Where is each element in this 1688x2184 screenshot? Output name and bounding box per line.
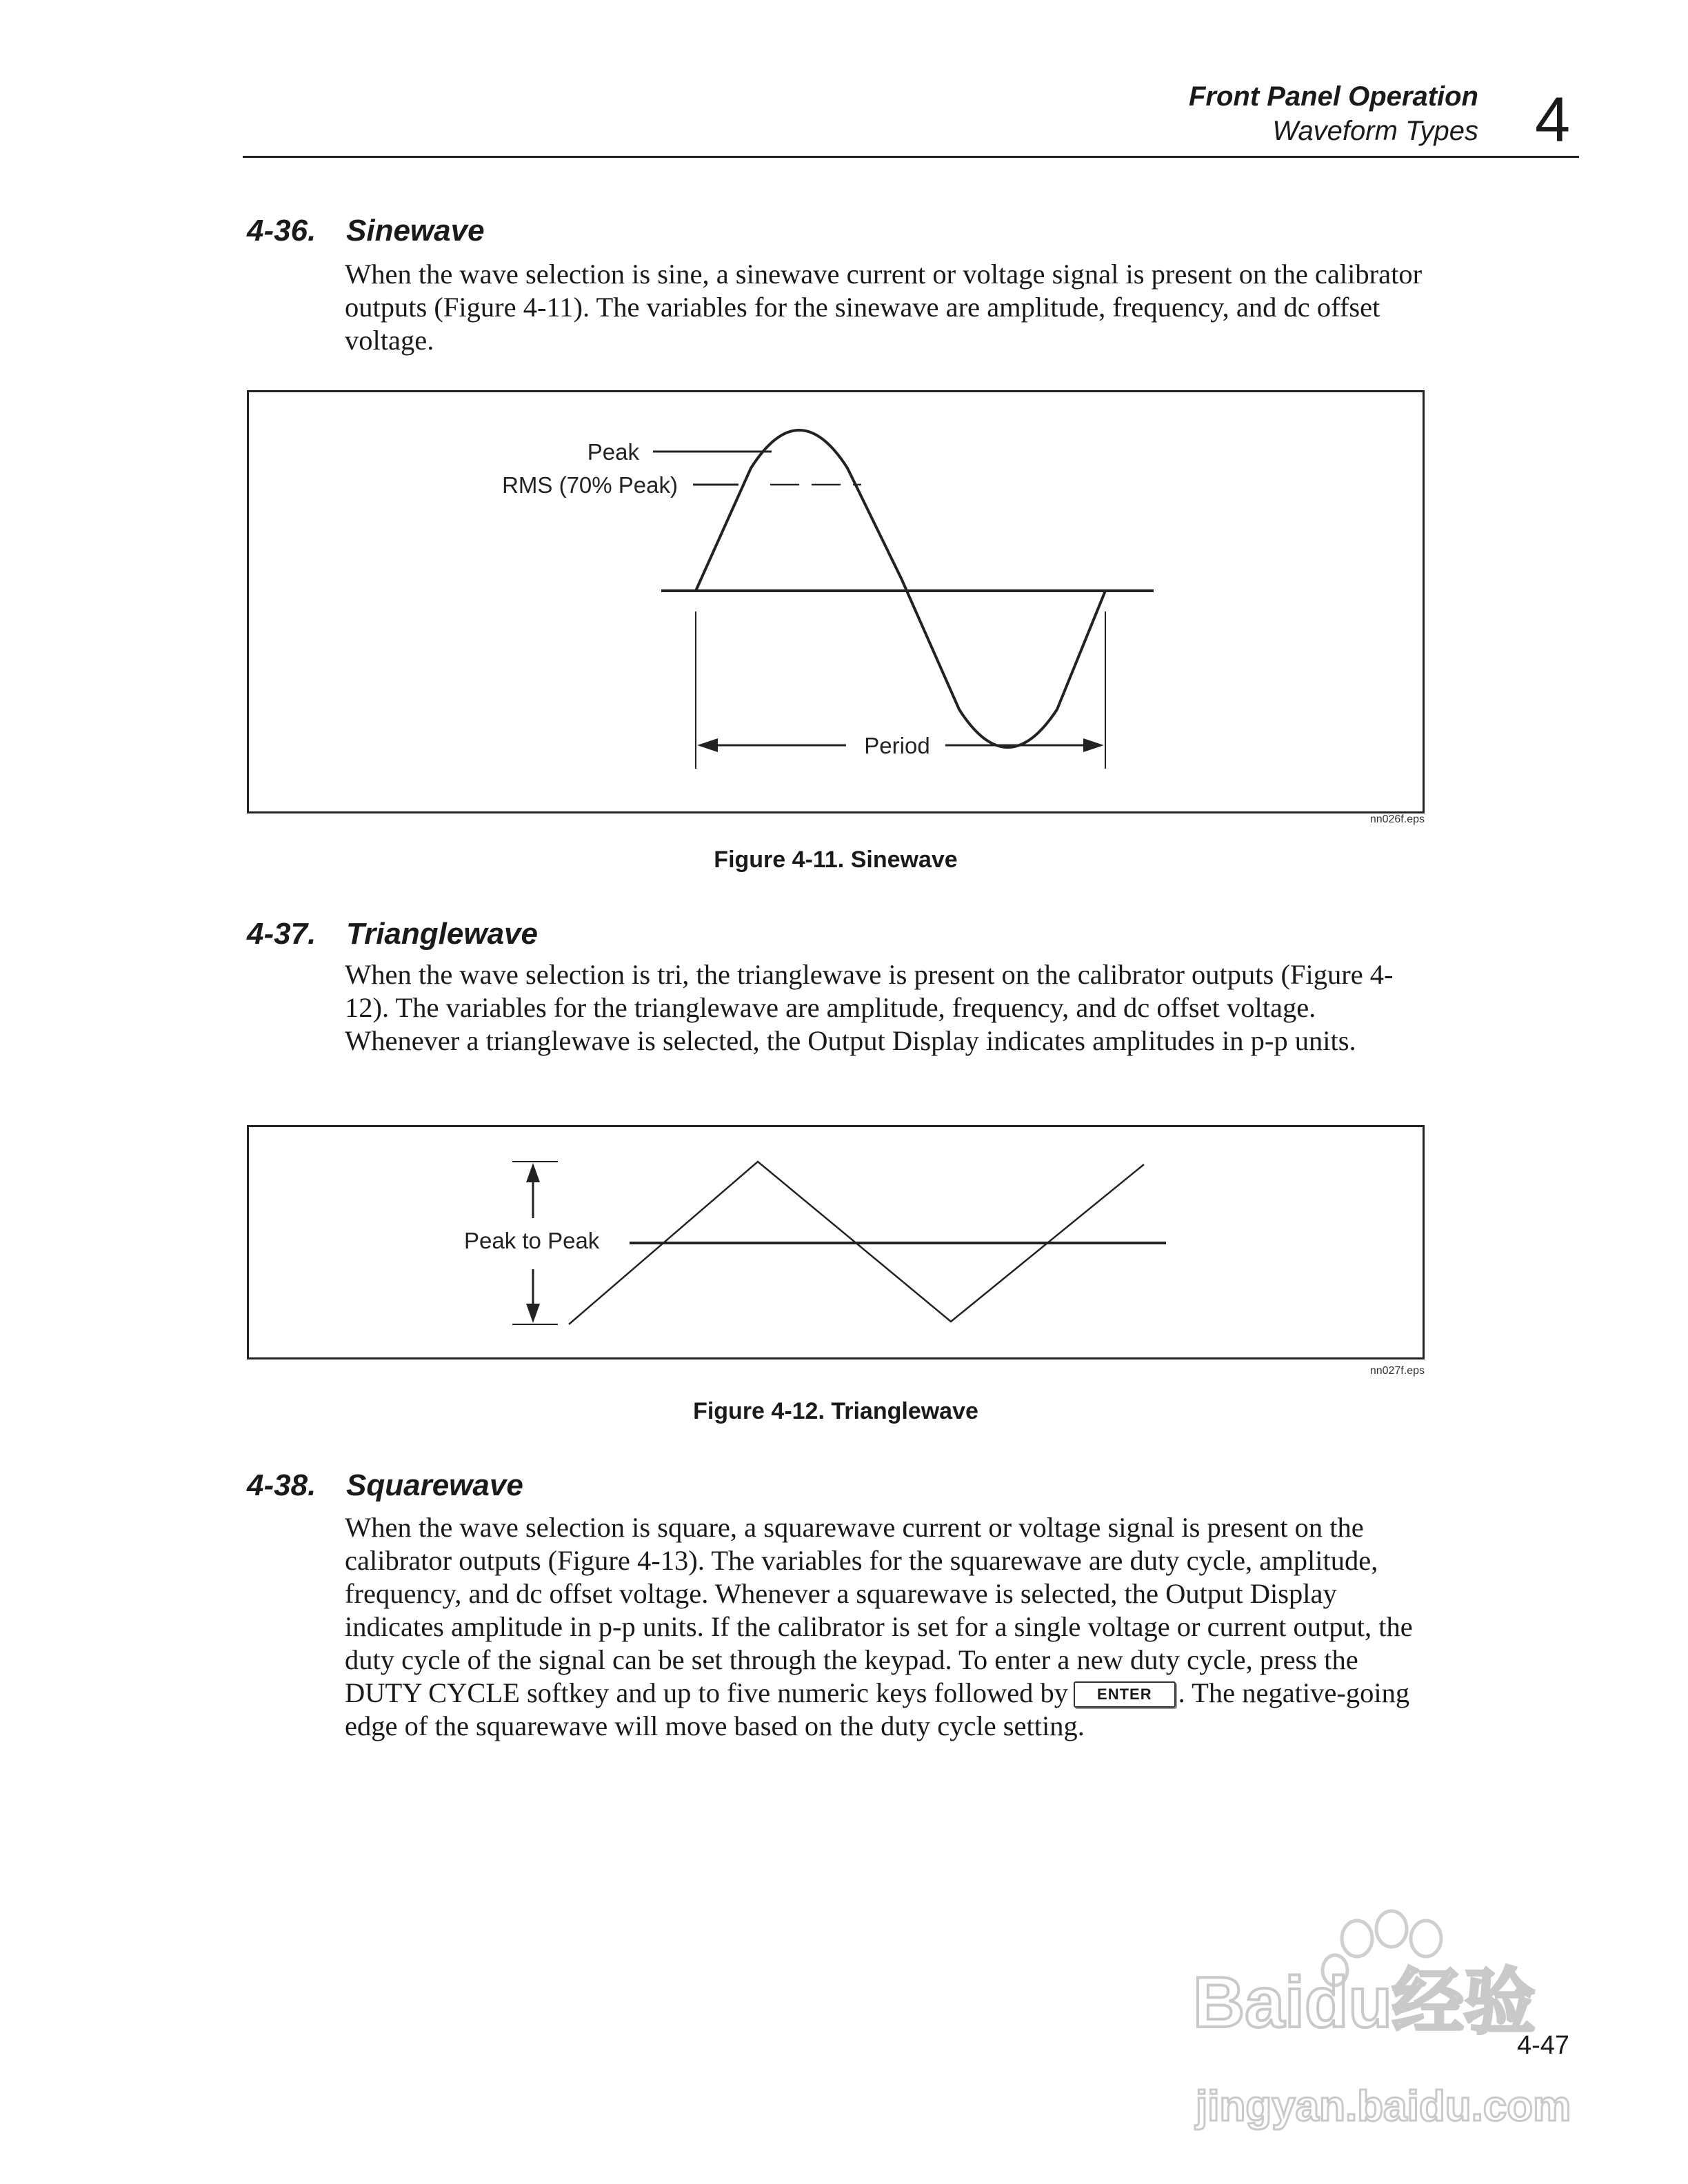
p2p-arrowhead-top (526, 1163, 540, 1182)
watermark-url: jingyan.baidu.com (1196, 2083, 1571, 2130)
enter-key-icon: ENTER (1074, 1681, 1176, 1708)
period-arrowhead-right (1083, 738, 1104, 752)
period-label: Period (864, 733, 930, 758)
sinewave-curve (696, 430, 1105, 747)
sinewave-diagram (249, 392, 1427, 816)
squarewave-text-after-key: . The negative-going edge of the squarewave will move based on the duty cycle setting. (345, 1677, 1410, 1741)
trianglewave-diagram (249, 1127, 1427, 1362)
figure-caption-sinewave: Figure 4-11. Sinewave (714, 847, 958, 873)
section-heading-trianglewave (247, 917, 538, 951)
section-number: 4-37. (247, 917, 316, 951)
peak-to-peak-label: Peak to Peak (464, 1228, 600, 1253)
squarewave-text-before-key: When the wave selection is square, a squarewave current or voltage signal is present on the calibrator outputs (Figure 4-13). The variables for the squarewave are duty cycle, amplitude, frequency, and dc offset voltage. Whenever a squarewave is selected, the Output Display indicates amplitude in p-p units. If the calibrator is set for a single voltage or current output, the duty cycle of the signal can be set through the keypad. To enter a new duty cycle, press the DUTY CYCLE softkey and up to five numeric keys followed by (345, 1512, 1413, 1708)
section-number: 4-36. (247, 214, 316, 247)
header-subtitle: Waveform Types (1272, 116, 1478, 146)
watermark-logo: Baidu经验 (1193, 1963, 1536, 2043)
section-title: Trianglewave (346, 917, 538, 951)
section-heading-sinewave (247, 214, 485, 248)
sinewave-paragraph: When the wave selection is sine, a sinewave current or voltage signal is present on the calibrator outputs (Figure 4-11). The variables for the sinewave are amplitude, frequency, and dc offset voltage. (345, 259, 1423, 356)
header-title: Front Panel Operation (1188, 81, 1478, 112)
section-title: Sinewave (346, 214, 485, 247)
trianglewave-paragraph: When the wave selection is tri, the trianglewave is present on the calibrator outputs (Figure 4-12). The variables for the trianglewave are amplitude, frequency, and dc offset voltage. Whenever a trianglewave is selected, the Output Display indicates amplitudes in p-p units. (345, 959, 1394, 1056)
p2p-arrowhead-bottom (526, 1304, 540, 1323)
section-number: 4-38. (247, 1468, 316, 1502)
baidu-watermark (1186, 1903, 1572, 2137)
figure-file-name: nn026f.eps (1369, 813, 1425, 825)
section-heading-squarewave (247, 1468, 523, 1503)
section-title: Squarewave (346, 1468, 523, 1502)
period-arrowhead-left (697, 738, 718, 752)
trianglewave-figure (247, 1125, 1425, 1359)
sinewave-figure (247, 390, 1425, 813)
header-rule (243, 156, 1579, 158)
peak-label: Peak (587, 439, 639, 465)
figure-file-name: nn027f.eps (1369, 1365, 1425, 1377)
page-number: 4-47 (1517, 2031, 1570, 2060)
squarewave-paragraph (345, 1511, 1434, 1743)
figure-caption-trianglewave: Figure 4-12. Trianglewave (693, 1398, 978, 1424)
rms-label: RMS (70% Peak) (502, 472, 678, 498)
chapter-number: 4 (1535, 85, 1571, 155)
